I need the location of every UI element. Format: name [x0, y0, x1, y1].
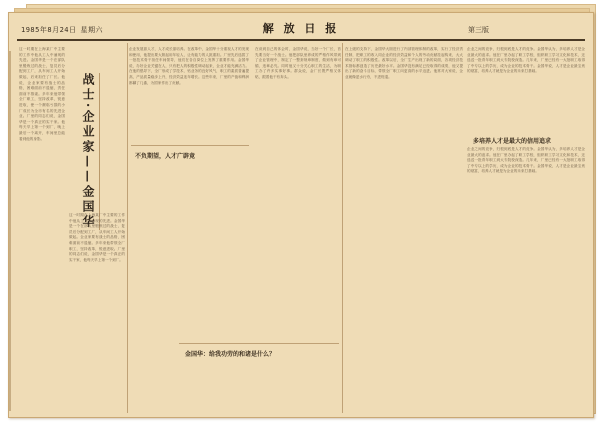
masthead-date-text: 1985年8月24日	[21, 26, 77, 34]
newspaper-title: 解 放 日 报	[262, 22, 340, 35]
article-column: 企业之间的竞争，归根到底是人才的竞争。金国华认为，多培养人才是企业最大的追求。他在厂里办起了职工学校，组织职工学习文化和技术，还选送一批青年职工到大专院校深造。几年来，厂里已经有一大批职工取得了中专以上的学历，成为企业的技术骨干。金国华说，人才是企业最宝贵的财富，培养人才就是为企业的未来打基础。	[467, 47, 585, 74]
article-headline: 金国华：给我功劳的和诸是什么？	[185, 351, 276, 358]
masthead-weekday: 星期六	[80, 26, 104, 34]
article-column: 企业发展靠人才，人才成长靠培养。在改革中，金国华十分重视人才的发现和使用，他提出要大胆起用年轻人，让有能力的人挑重担。厂里先后选拔了一批技术骨干担任车间领导，他们在各自岗位上发挥了重要作用。金国华说，办好企业关键在人，只有把人的积极性调动起来，企业才能充满活力。在他的倡导下，全厂形成了学技术、钻业务的良好风气，职工的素质普遍提高，产品质量稳步上升，经济效益连年增长。这些年来，厂里的产值和利润都翻了几番，为国家作出了贡献。	[129, 47, 249, 85]
article-column: 企业之间的竞争，归根到底是人才的竞争。金国华认为，多培养人才是企业最大的追求。他在厂里办起了职工学校，组织职工学习文化和技术，还选送一批青年职工到大专院校深造。几年来，厂里已经有一大批职工取得了中专以上的学历，成为企业的技术骨干。金国华说，人才是企业最宝贵的财富，培养人才就是为企业的未来打基础。	[467, 147, 585, 174]
masthead-date	[21, 25, 103, 35]
newspaper-page	[8, 12, 594, 418]
article-headline: 不负期望，人才广辟竟	[135, 153, 196, 160]
article-column: 这一时期在上海某厂中主要的工作中他从工人中涌现的先进。金国华是一个在部队里锻炼过的战士，复员后分配到工厂，从车间工人开始做起。企业家要有战士的品格，困难面前不退缩。多年来他带领全厂职工，坚持改革，锐意进取。厂里的同志们说，金国华是一个真正的实干家，他每天早上第一个到厂。	[69, 213, 125, 262]
vertical-headline: 战士·企业家——金国华	[71, 73, 100, 230]
page-fold	[9, 51, 11, 411]
column-divider	[342, 43, 343, 413]
article-column: 在上级的支持下，金国华大胆进行了内部管理体制的改革，实行了经济责任制，把职工的收入同企业的经济效益和个人的劳动贡献挂起钩来，大大调动了职工的积极性。改革以后，全厂生产出现了新的局面，各项经济技术指标都创造了历史最好水平。金国华没有满足已经取得的成绩，他又提出了新的奋斗目标，带领全厂职工向更高的水平迈进。他常对大家说，企业就像逆水行舟，不进则退。	[345, 47, 463, 79]
masthead	[17, 19, 585, 41]
column-divider	[127, 43, 128, 413]
article-headline: 多培养人才是最大的信用追求	[473, 138, 552, 145]
page-number: 第三版	[468, 26, 489, 34]
article-column: 在谈到自己的体会时，金国华说，当好一个厂长，首先要当好一个战士。他把部队里养成的严格作风带到了企业管理中，制定了一整套规章制度，做到有章可循，违章必究。同时他又十分关心职工的生活，为职工办了许多实事好事。群众说，金厂长既严格又体贴，跟着他干有奔头。	[255, 47, 341, 79]
article-column: 这一时期在上海某厂中主要的工作中他从工人中涌现的先进。金国华是一个在部队里锻炼过的战士，复员后分配到工厂，从车间工人开始做起，后来担任了厂长。他说，企业家要有战士的品格，困难面前不退缩，责任面前不推诿。多年来他带领全厂职工，坚持改革，锐意进取，使一个濒临亏损的小厂成长为全市有名的先进企业。厂里的同志们说，金国华是一个真正的实干家。他每天早上第一个到厂，晚上最后一个离开，车间里总能看到他的身影。	[19, 47, 65, 141]
